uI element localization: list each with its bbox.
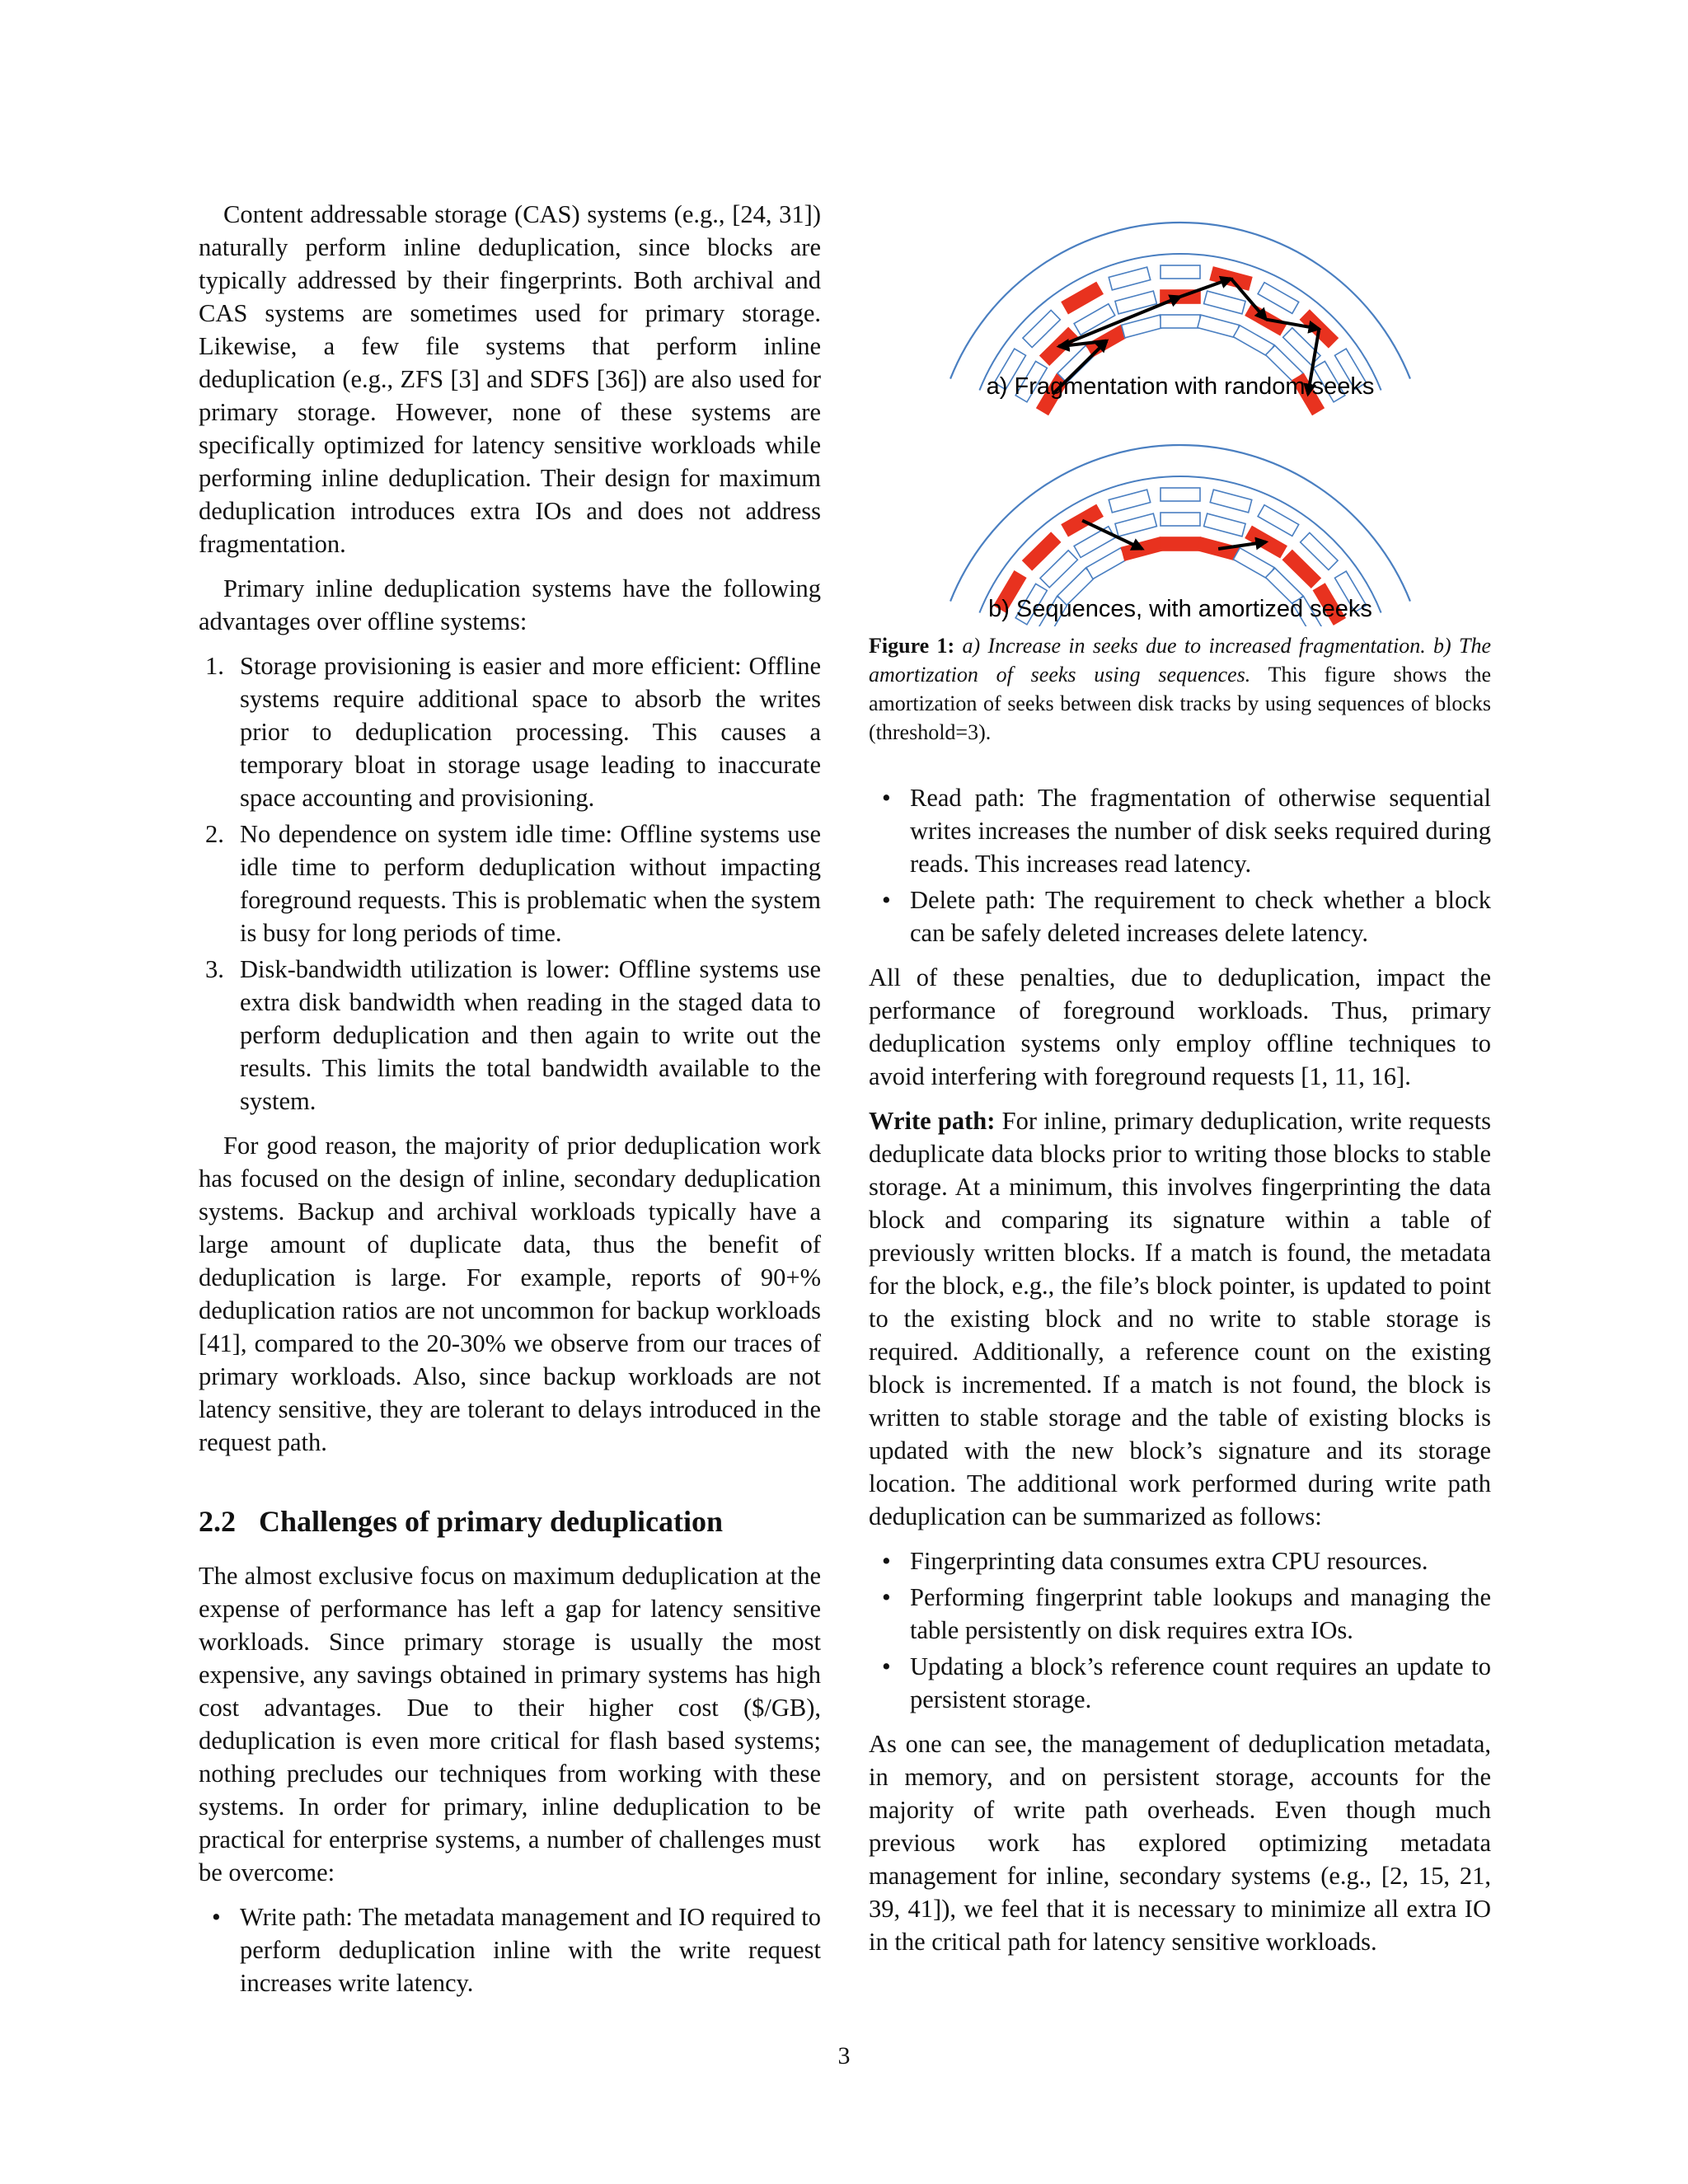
data-block-free [1198,315,1239,338]
list-item: • Performing fingerprint table lookups and managing the table persistently on disk requires extra IOs. [869,1581,1491,1647]
list-item: • Read path: The fragmentation of otherwise sequential writes increases the number of disk seeks required during reads. This increases read latency. [869,781,1491,880]
data-block-free [1160,513,1200,526]
data-block-free [1074,527,1115,558]
section-number: 2.2 [199,1505,236,1538]
data-block-used [1160,537,1200,551]
data-block-free [1115,513,1156,537]
page-number: 3 [837,2042,851,2069]
write-path-heading: Write path: [869,1107,996,1135]
data-block-free [1210,490,1251,513]
paragraph-cas: Content addressable storage (CAS) systems (e.g., [24, 31]) naturally perform inline deduplication, since blocks are typically addressed by their fingerprints. Both archival and CAS systems are sometimes used for primary storage. Likewise, a few file systems that perform inline deduplication (e.g., ZFS [3] and SDFS [36]) are also used for primary storage. However, none of these systems are specifically optimized for latency sensitive workloads while performing inline deduplication. Their design for maximum deduplication introduces extra IOs and does not address fragmentation. [199,200,821,558]
seek-arrow [1180,279,1231,297]
subfigure-a-label: a) Fragmentation with random seeks [986,373,1375,400]
data-block-free [1160,488,1200,501]
data-block-used [1062,505,1103,537]
list-item: 1. Storage provisioning is easier and more efficient: Offline systems require additional space to absorb the writes prior to deduplication processing. This causes a temporary bloat in storage usage leading to inaccurate space accounting and provisioning. [205,652,821,812]
bullet-icon: • [882,784,891,812]
data-block-free [1204,291,1245,314]
figure-1 [923,198,1434,626]
bullet-icon: • [882,1583,891,1611]
right-column [869,781,1491,1970]
list-item: 3. Disk-bandwidth utilization is lower: Offline systems use extra disk bandwidth when reading in the staged data to perform deduplication and then again to write out the results. This limits the total bandwidth available to the system. [205,955,821,1115]
bullet-icon: • [882,1652,891,1680]
list-item: • Delete path: The requirement to check whether a block can be safely deleted increases delete latency. [869,883,1491,949]
data-block-free [1258,505,1299,537]
data-block-used [1062,283,1103,314]
paragraph-metadata: As one can see, the management of deduplication metadata, in memory, and on persistent storage, accounts for the majority of write path overheads. Even though much previous work has explored optimizing metadata management for inline, secondary systems (e.g., [2, 15, 21, 39, 41]), we feel that it is necessary to minimize all extra IO in the critical path for latency sensitive workloads. [869,1730,1491,1956]
paragraph-write-path: Write path: For inline, primary deduplication, write requests deduplicate data blocks prior to writing those blocks to stable storage. At a minimum, this involves fingerprinting the data block and comparing its signature within a table of previously written blocks. If a match is found, the metadata for the block, e.g., the file’s block pointer, is updated to point to the existing block and no write to stable storage is required. Additionally, a reference count on the existing block is incremented. If a match is not found, the block is written to stable storage and the table of existing blocks is updated with the new block’s signature and its storage location. The additional work performed during write path deduplication can be summarized as follows: [869,1107,1491,1530]
figure-label: Figure 1: [869,634,955,658]
data-block-used [1245,527,1287,558]
disk-track-diagram [923,198,1434,626]
data-block-free [1109,490,1150,513]
list-item: • Write path: The metadata management and IO required to perform deduplication inline with the write request increases write latency. [199,1900,821,1999]
data-block-free [1086,548,1128,579]
subfigure-b-label: b) Sequences, with amortized seeks [988,596,1372,622]
data-block-free [1204,513,1245,537]
caption-italic: a) Increase in seeks due to increased fragmentation. b) The amortization of seeks using sequences. [869,634,1492,687]
bullet-icon: • [882,1547,891,1575]
data-block-free [1109,267,1150,290]
paragraph-advantages-intro: Primary inline deduplication systems have the following advantages over offline systems: [199,574,821,635]
paragraph-challenges: The almost exclusive focus on maximum deduplication at the expense of performance has left a gap for latency sensitive workloads. Since primary storage is usually the most expensive, any savings obtained in primary systems has high cost advantages. Due to their higher cost ($/GB), deduplication is even more critical for flash based systems; nothing precludes our techniques from working with these systems. In order for primary, inline deduplication to be practical for enterprise systems, a number of challenges must be overcome: [199,1562,821,1886]
data-block-free [1258,283,1299,314]
data-block-free [1160,265,1200,279]
advantages-list [199,649,821,1118]
overheads-list [869,1544,1491,1716]
paragraph-penalties: All of these penalties, due to deduplication, impact the performance of foreground workloads. Thus, primary deduplication systems only employ offline techniques to avoid interfering with foreground requests [1, 11, 16]. [869,963,1491,1090]
penalties-list [869,781,1491,949]
paragraph-prior-work: For good reason, the majority of prior deduplication work has focused on the design of inline, secondary deduplication systems. Backup and archival workloads typically have a large amount of duplicate data, thus the benefit of deduplication is large. For example, reports of 90+% deduplication ratios are not uncommon for backup workloads [41], compared to the 20-30% we observe from our traces of primary workloads. Also, since backup workloads are not latency sensitive, they are tolerant to delays introduced in the request path. [199,1132,821,1456]
list-item: 2. No dependence on system idle time: Offline systems use idle time to perform deduplication without impacting foreground requests. This is problematic when the system is busy for long periods of time. [205,820,821,947]
list-item: • Updating a block’s reference count requires an update to persistent storage. [869,1650,1491,1716]
bullet-icon: • [212,1903,221,1931]
bullet-icon: • [882,886,891,914]
list-item: • Fingerprinting data consumes extra CPU resources. [869,1544,1491,1577]
section-heading [199,1503,821,1540]
challenges-list [199,1900,821,1999]
figure-caption [869,631,1491,747]
left-column [199,198,821,2011]
section-title: Challenges of primary deduplication [259,1505,724,1538]
caption-text: This figure shows the amortization of seeks between disk tracks by using sequences of blocks (threshold=3). [869,663,1491,744]
data-block-free [1160,315,1200,328]
